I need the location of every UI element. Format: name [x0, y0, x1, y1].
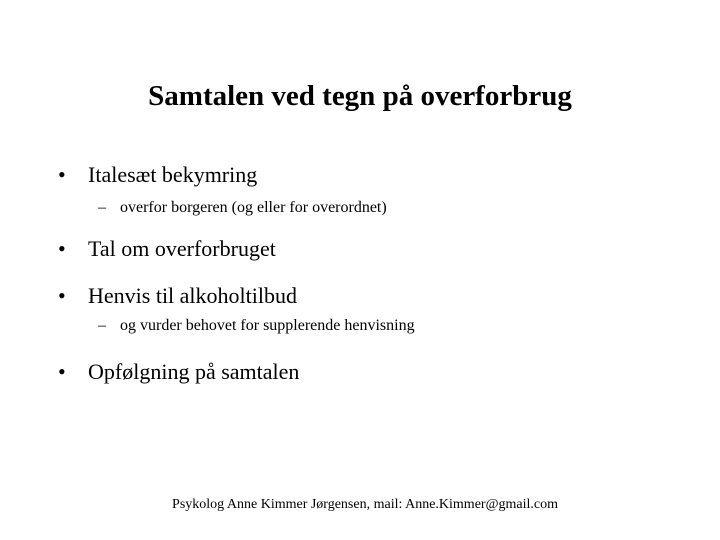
bullet-item-1	[58, 161, 257, 189]
bullet-item-2	[58, 235, 276, 263]
slide-footer: Psykolog Anne Kimmer Jørgensen, mail: Anne.Kimmer@gmail.com	[172, 497, 558, 512]
bullet-text: Italesæt bekymring	[88, 162, 258, 187]
bullet-item-4	[58, 358, 299, 386]
bullet-marker: •	[58, 359, 66, 384]
sub-bullet-text: overfor borgeren (og eller for overordnet)	[120, 199, 387, 216]
bullet-text: Tal om overforbruget	[88, 236, 276, 261]
sub-bullet-marker: –	[98, 199, 106, 216]
sub-bullet-item-1	[98, 197, 387, 219]
slide-title: Samtalen ved tegn på overforbrug	[148, 80, 572, 112]
bullet-text: Henvis til alkoholtilbud	[88, 283, 297, 308]
sub-bullet-marker: –	[98, 317, 106, 334]
bullet-item-3	[58, 282, 297, 310]
bullet-text: Opfølgning på samtalen	[88, 359, 300, 384]
bullet-marker: •	[58, 236, 66, 261]
sub-bullet-item-3	[98, 315, 415, 337]
bullet-marker: •	[58, 162, 66, 187]
sub-bullet-text: og vurder behovet for supplerende henvisning	[120, 317, 415, 334]
bullet-marker: •	[58, 283, 66, 308]
